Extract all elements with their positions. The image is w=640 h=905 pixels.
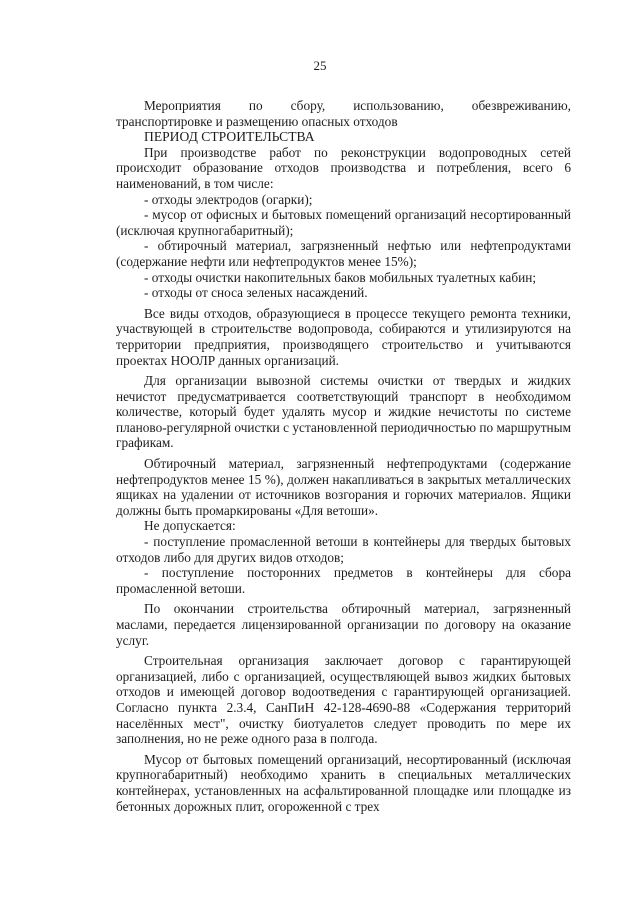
list-item: - отходы очистки накопительных баков мобильных туалетных кабин; [144, 269, 537, 285]
paragraph: Для организации вывозной системы очистки от твердых и жидких нечистот предусматривается соответствующий транспорт в необходимом количестве, который будет удалять мусор и жидкие нечистоты по системе планово-регулярной очистки с установленной периодичностью по маршрутным графикам. [116, 373, 571, 451]
paragraph: Все виды отходов, образующиеся в процессе текущего ремонта техники, участвующей в строительстве водопровода, собираются и утилизируются на территории предприятия, производящего строительство и учитываются проектах НООЛР данных организаций. [116, 305, 571, 368]
period-subheading: ПЕРИОД СТРОИТЕЛЬСТВА [144, 129, 315, 145]
list-item: - поступление промасленной ветоши в контейнеры для твердых бытовых отходов либо для других видов отходов; [116, 534, 571, 565]
list-item: - отходы электродов (огарки); [144, 191, 313, 207]
list-item: - обтирочный материал, загрязненный нефтью или нефтепродуктами (содержание нефти или нефтепродуктов менее 15%); [116, 238, 571, 269]
section-heading: Мероприятия по сбору, использованию, обезвреживанию, транспортировке и размещению опасных отходов [116, 98, 571, 129]
list-item: - поступление посторонних предметов в контейнеры для сбора промасленной ветоши. [116, 565, 571, 596]
document-body [116, 98, 571, 814]
paragraph: Не допускается: [144, 518, 236, 534]
list-item: - отходы от сноса зеленых насаждений. [144, 285, 368, 301]
list-item: - мусор от офисных и бытовых помещений организаций несортированный (исключая крупногабаритный); [116, 207, 571, 238]
page-number: 25 [313, 58, 327, 73]
paragraph: Мусор от бытовых помещений организаций, несортированный (исключая крупногабаритный) необходимо хранить в специальных металлических контейнерах, установленных на асфальтированной площадке или площадке из бетонных дорожных плит, огороженной с трех [116, 751, 571, 814]
paragraph: При производстве работ по реконструкции водопроводных сетей происходит образование отходов производства и потребления, всего 6 наименований, в том числе: [116, 144, 571, 191]
paragraph: По окончании строительства обтирочный материал, загрязненный маслами, передается лицензированной организации по договору на оказание услуг. [116, 601, 571, 648]
paragraph: Строительная организация заключает договор с гарантирующей организацией, либо с организацией, осуществляющей вывоз жидких бытовых отходов и имеющей договор водоотведения с гарантирующей организацией. Согласно пункта 2.3.4, СанПиН 42-128-4690-88 «Содержания территорий населённых мест", очистку биотуалетов следует проводить по мере их заполнения, но не реже одного раза в полгода. [116, 653, 571, 747]
paragraph: Обтирочный материал, загрязненный нефтепродуктами (содержание нефтепродуктов менее 15 %), должен накапливаться в закрытых металлических ящиках на удалении от источников возгорания и горючих материалов. Ящики должны быть промаркированы «Для ветоши». [116, 456, 571, 518]
